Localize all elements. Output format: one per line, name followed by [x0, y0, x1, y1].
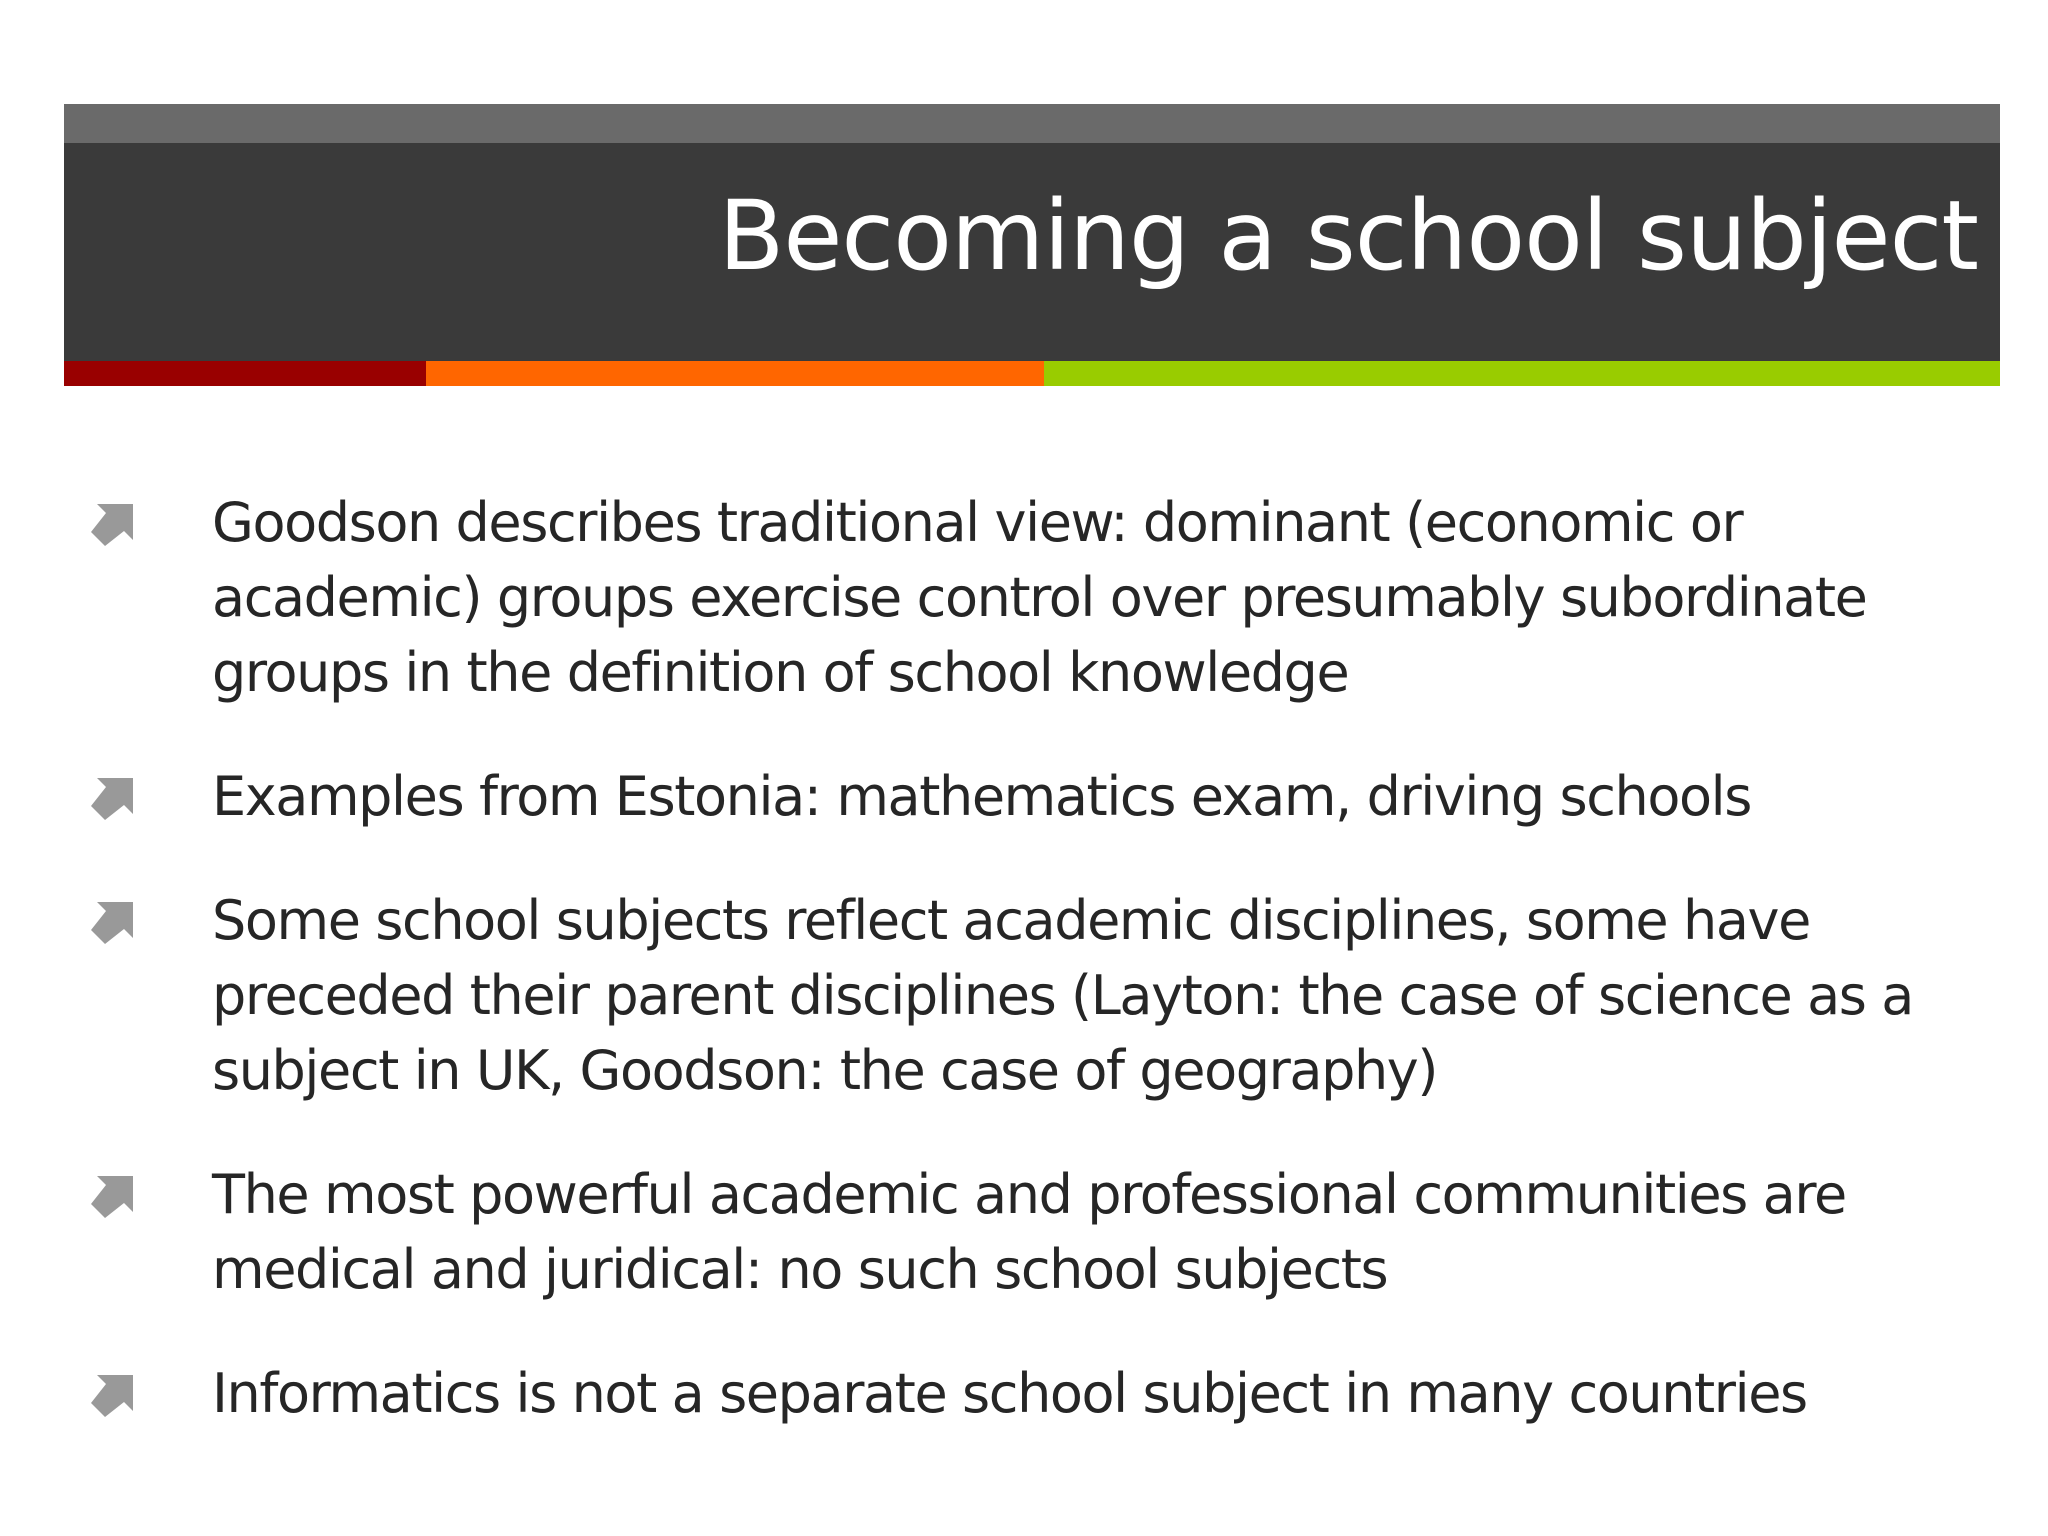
- bullet-item: [88, 883, 1998, 1108]
- north-east-arrow-icon: [88, 771, 140, 823]
- bullet-text: Examples from Estonia: mathematics exam, driving schools: [212, 765, 1751, 828]
- title-top-strip: [64, 104, 2000, 143]
- accent-bar-green: [1044, 361, 2000, 386]
- north-east-arrow-icon: [88, 895, 140, 947]
- north-east-arrow-icon: [88, 1368, 140, 1420]
- bullet-text: Goodson describes traditional view: dominant (economic or academic) groups exercise control over presumably subordinate groups in the definition of school knowledge: [212, 491, 1867, 704]
- bullet-list: [88, 485, 1998, 1431]
- title-band: [64, 104, 2000, 386]
- north-east-arrow-icon: [88, 1169, 140, 1221]
- slide-title: Becoming a school subject: [718, 180, 1978, 292]
- bullet-text: Informatics is not a separate school subject in many countries: [212, 1362, 1807, 1425]
- bullet-text: The most powerful academic and professional communities are medical and juridical: no such school subjects: [212, 1163, 1846, 1301]
- bullet-item: [88, 485, 1998, 710]
- accent-color-bar: [64, 361, 2000, 386]
- accent-bar-red: [64, 361, 426, 386]
- bullet-item: [88, 1157, 1998, 1307]
- accent-bar-orange: [426, 361, 1044, 386]
- north-east-arrow-icon: [88, 497, 140, 549]
- bullet-item: [88, 1356, 1998, 1431]
- bullet-text: Some school subjects reflect academic disciplines, some have preceded their parent disciplines (Layton: the case of science as a subject in UK, Goodson: the case of geography): [212, 889, 1913, 1102]
- bullet-item: [88, 759, 1998, 834]
